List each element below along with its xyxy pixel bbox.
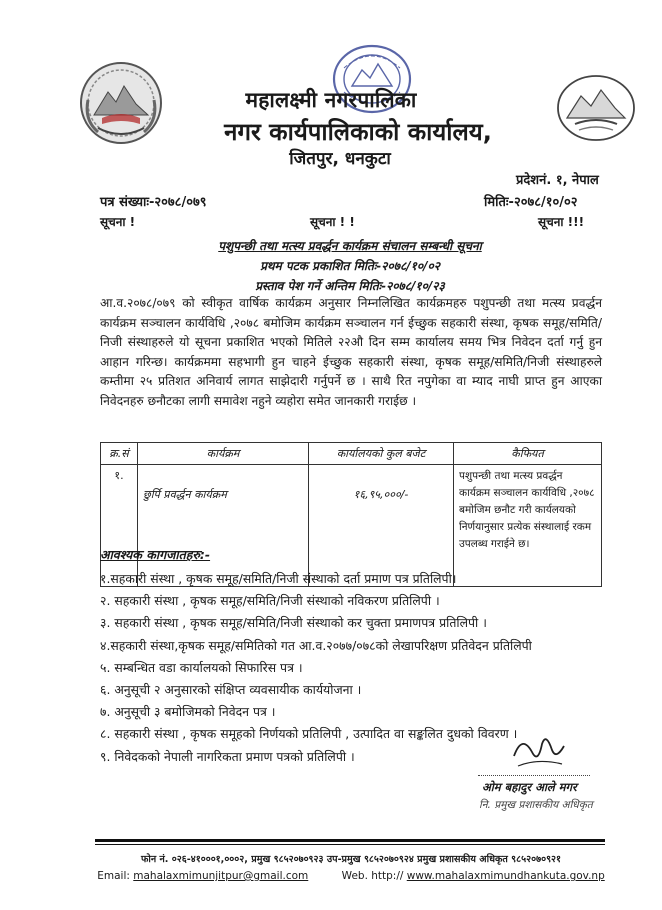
cell-remarks: पशुपन्छी तथा मत्स्य प्रवर्द्धन कार्यक्रम सञ्चालन कार्यविधि ,२०७८ बमोजिम छनौट गरी कार्यलयको निर्णयानुसार प्रत्येक संस्थालाई रकम उपलब्ध गराईने छ। bbox=[454, 465, 602, 587]
email-label: Email: bbox=[97, 870, 130, 882]
col-header-budget: कार्यालयको कुल बजेट bbox=[309, 443, 454, 465]
col-header-sn: क्र.सं bbox=[101, 443, 138, 465]
proposal-deadline: प्रस्ताव पेश गर्ने अन्तिम मितिः-२०७८/१०/२३ bbox=[255, 279, 445, 293]
list-item: ७. अनुसूची ३ बमोजिमको निवेदन पत्र । bbox=[100, 704, 276, 720]
footer-phone-numbers: फोन नं. ०२६-४१०००१,०००२, प्रमुख ९८५२०७०९२३ उप-प्रमुख ९८५२०७०९२४ प्रमुख प्रशासकीय अधिकृत ९८५२०७०९२१ bbox=[140, 854, 562, 865]
org-name: महालक्ष्मी नगरपालिका bbox=[245, 88, 417, 112]
footer-contact bbox=[96, 870, 606, 882]
notice-label-1: सूचना ! bbox=[100, 215, 136, 229]
notice-body: आ.व.२०७८/०७९ को स्वीकृत वार्षिक कार्यक्रम अनुसार निम्नलिखित कार्यक्रमहरु पशुपन्छी तथा मत्स्य प्रवर्द्धन कार्यक्रम सञ्चालन कार्यविधि ,२०७८ बमोजिम कार्यक्रम सञ्चालन गर्न ईच्छुक सहकारी संस्था, कृषक समूह/समिति/निजी संस्थाहरुले यो सूचना प्रकाशित भएको मितिले २२औ दिन सम्म कार्यालय समय भित्र निवेदन दर्ता गर्नु हुन आहान गरिन्छ। कार्यक्रममा सहभागी हुन चाहने ईच्छुक सहकारी संस्था, कृषक समूह/समिति/निजी संस्थाहरुले कम्तीमा २५ प्रतिशत अनिवार्य लागत साझेदारी गर्नुपर्ने छ । साथै रित नपुगेका वा म्याद नाघी प्राप्त हुन आएका निवेदनहरु छनौटका लागी समावेश नहुने व्यहोरा समेत जानकारी गराईछ । bbox=[100, 296, 602, 408]
list-item: २. सहकारी संस्था , कृषक समूह/समिति/निजी संस्थाको नविकरण प्रतिलिपी । bbox=[100, 593, 440, 609]
footer-rule-thin bbox=[95, 844, 605, 845]
letter-date: मितिः-२०७८/१०/०२ bbox=[484, 195, 578, 210]
subject-title: पशुपन्छी तथा मत्स्य प्रवर्द्धन कार्यक्रम संचालन सम्बन्धी सूचना bbox=[218, 239, 482, 253]
office-address: जितपुर, धनकुटा bbox=[289, 149, 391, 169]
notice-label-2: सूचना ! ! bbox=[310, 215, 355, 229]
province: प्रदेशनं. १, नेपाल bbox=[516, 173, 599, 188]
list-item: ५. सम्बन्धित वडा कार्यालयको सिफारिस पत्र । bbox=[100, 659, 303, 675]
signatory-title: नि. प्रमुख प्रशासकीय अधिकृत bbox=[479, 799, 593, 811]
notice-label-3: सूचना !!! bbox=[538, 215, 585, 229]
footer-rule bbox=[95, 839, 605, 842]
signature-icon bbox=[508, 726, 570, 776]
list-item: ३. सहकारी संस्था , कृषक समूह/समिति/निजी संस्थाको कर चुक्ता प्रमाणपत्र प्रतिलिपी । bbox=[100, 615, 487, 631]
list-item: ४.सहकारी संस्था,कृषक समूह/समितिको गत आ.व.२०७७/०७८को लेखापरिक्षण प्रतिवेदन प्रतिलिपी bbox=[100, 637, 532, 653]
letter-number: पत्र संख्याः-२०७८/०७९ bbox=[100, 195, 207, 210]
program-table bbox=[100, 442, 602, 587]
web-label: Web. http:// bbox=[341, 870, 404, 882]
cell-sn: १. bbox=[101, 465, 138, 587]
office-name: नगर कार्यपालिकाको कार्यालय, bbox=[224, 118, 492, 146]
col-header-remarks: कैफियत bbox=[454, 443, 602, 465]
required-documents-title: आवश्यक कागजातहरु:- bbox=[100, 547, 211, 562]
list-item: ६. अनुसूची २ अनुसारको संक्षिप्त व्यवसायीक कार्ययोजना । bbox=[100, 681, 362, 697]
signatory-name: ओम बहादुर आले मगर bbox=[482, 780, 577, 794]
nepal-emblem-icon bbox=[78, 60, 164, 146]
list-item: ९. निवेदकको नेपाली नागरिकता प्रमाण पत्रको प्रतिलिपी । bbox=[100, 748, 355, 764]
table-header-row bbox=[101, 443, 602, 465]
first-published-date: प्रथम पटक प्रकाशित मितिः-२०७८/१०/०२ bbox=[260, 259, 440, 273]
signature-line bbox=[478, 775, 590, 776]
notice-subject bbox=[100, 236, 600, 296]
list-item: ८. सहकारी संस्था , कृषक समूहको निर्णयको प्रतिलिपी , उत्पादित वा सङ्कलित दुधको विवरण । bbox=[100, 726, 518, 742]
municipality-logo-icon bbox=[555, 72, 637, 144]
col-header-program: कार्यक्रम bbox=[138, 443, 309, 465]
website-link[interactable]: www.mahalaxmimundhankuta.gov.np bbox=[406, 870, 605, 882]
cell-budget: १६,९५,०००/- bbox=[309, 465, 454, 587]
cell-program: छुर्पि प्रवर्द्धन कार्यक्रम bbox=[138, 465, 309, 587]
list-item: १.सहकारी संस्था , कृषक समूह/समिति/निजी संस्थाको दर्ता प्रमाण पत्र प्रतिलिपी। bbox=[100, 571, 457, 586]
email-link[interactable]: mahalaxmimunjitpur@gmail.com bbox=[133, 870, 309, 882]
